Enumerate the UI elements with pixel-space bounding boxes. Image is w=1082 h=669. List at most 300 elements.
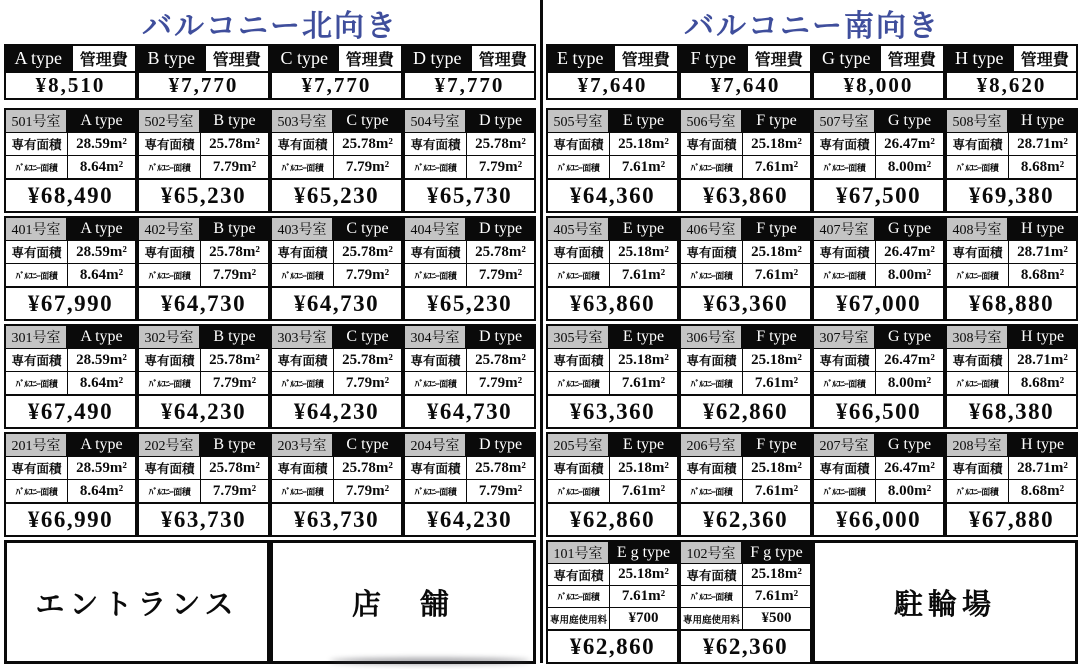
- area-label: 専有面積: [681, 457, 743, 479]
- ground-right-group: [546, 540, 1078, 664]
- unit-card-header: [548, 542, 677, 563]
- rent-price: ¥67,880: [947, 502, 1076, 535]
- unit-type: A type: [68, 110, 135, 132]
- balcony-area-value: 8.00m²: [887, 482, 932, 499]
- balcony-area-label: ﾊﾞﾙｺﾆｰ面積: [405, 480, 467, 502]
- unit-card: [546, 432, 679, 537]
- area-label: 専有面積: [681, 349, 743, 371]
- room-number: 301号室: [6, 326, 68, 348]
- entrance-cell: [4, 540, 270, 664]
- area-label: 専有面積: [139, 349, 201, 371]
- area-value: 28.71m²: [1017, 459, 1068, 476]
- type-header-top-row: [947, 46, 1076, 73]
- management-fee-value: ¥7,770: [301, 73, 372, 97]
- area-value: 25.18m²: [618, 243, 669, 260]
- unit-card: [945, 216, 1078, 321]
- garden-fee-label: 専用庭使用料: [681, 608, 743, 629]
- balcony-area-value: 7.61m²: [621, 158, 666, 175]
- room-number: 307号室: [814, 326, 876, 348]
- balcony-area-row: [6, 371, 135, 394]
- room-number: 305号室: [548, 326, 610, 348]
- unit-card: [270, 324, 403, 429]
- rent-price: ¥66,500: [814, 394, 943, 427]
- balcony-area-label: ﾊﾞﾙｺﾆｰ面積: [272, 372, 334, 394]
- management-fee-label: 管理費: [470, 46, 535, 71]
- south-type-headers: [546, 44, 1078, 100]
- unit-card-header: [272, 326, 401, 348]
- rent-price: ¥64,730: [272, 286, 401, 319]
- unit-card: [812, 432, 945, 537]
- exclusive-area-row: [681, 240, 810, 263]
- unit-type: F type: [743, 434, 810, 456]
- unit-card: [4, 216, 137, 321]
- rent-price: ¥64,360: [548, 178, 677, 211]
- balcony-area-value: 7.79m²: [478, 266, 523, 283]
- rent-price: ¥63,730: [139, 502, 268, 535]
- area-label: 専有面積: [947, 241, 1009, 263]
- room-number: 303号室: [272, 326, 334, 348]
- unit-type: C type: [334, 110, 401, 132]
- type-header-top-row: [272, 46, 401, 73]
- balcony-area-value: 7.79m²: [212, 374, 257, 391]
- unit-card: [546, 108, 679, 213]
- area-value: 25.78m²: [209, 243, 260, 260]
- unit-type: F type: [743, 218, 810, 240]
- area-label: 専有面積: [681, 133, 743, 155]
- exclusive-area-row: [6, 348, 135, 371]
- section-title-north: バルコニー北向き: [142, 10, 398, 43]
- section-title-south: バルコニー南向き: [684, 10, 940, 43]
- floor-south-group: [546, 108, 1078, 213]
- exclusive-area-row: [548, 240, 677, 263]
- area-label: 専有面積: [272, 133, 334, 155]
- room-number: 406号室: [681, 218, 743, 240]
- balcony-area-label: ﾊﾞﾙｺﾆｰ面積: [139, 372, 201, 394]
- balcony-area-row: [6, 263, 135, 286]
- unit-card: [137, 108, 270, 213]
- exclusive-area-row: [947, 240, 1076, 263]
- area-value: 25.78m²: [342, 459, 393, 476]
- balcony-area-row: [139, 479, 268, 502]
- balcony-area-row: [405, 479, 534, 502]
- unit-type: H type: [1009, 326, 1076, 348]
- unit-type-label: D type: [405, 46, 470, 71]
- area-value: 28.59m²: [76, 351, 127, 368]
- room-number: 302号室: [139, 326, 201, 348]
- room-number: 508号室: [947, 110, 1009, 132]
- unit-type: E type: [610, 326, 677, 348]
- management-fee-value: ¥7,770: [434, 73, 505, 97]
- unit-card-header: [272, 218, 401, 240]
- balcony-area-value: 7.79m²: [478, 158, 523, 175]
- area-value: 25.78m²: [342, 243, 393, 260]
- unit-card-header: [6, 218, 135, 240]
- exclusive-area-row: [272, 456, 401, 479]
- unit-type-label: H type: [947, 46, 1012, 71]
- area-label: 専有面積: [405, 241, 467, 263]
- exclusive-area-row: [814, 240, 943, 263]
- balcony-area-label: ﾊﾞﾙｺﾆｰ面積: [272, 156, 334, 178]
- room-number: 306号室: [681, 326, 743, 348]
- type-header-top-row: [139, 46, 268, 73]
- balcony-area-row: [405, 371, 534, 394]
- management-fee-label: 管理費: [879, 46, 944, 71]
- balcony-area-value: 7.79m²: [212, 266, 257, 283]
- room-number: 404号室: [405, 218, 467, 240]
- rent-price: ¥66,990: [6, 502, 135, 535]
- rent-price: ¥62,860: [548, 502, 677, 535]
- area-label: 専有面積: [814, 457, 876, 479]
- area-value: 25.18m²: [618, 459, 669, 476]
- unit-card-header: [6, 434, 135, 456]
- south-title-cell: [546, 2, 1078, 44]
- area-value: 25.78m²: [209, 351, 260, 368]
- type-header-card: [270, 44, 403, 100]
- exclusive-area-row: [814, 348, 943, 371]
- balcony-area-label: ﾊﾞﾙｺﾆｰ面積: [814, 480, 876, 502]
- unit-card-header: [814, 110, 943, 132]
- unit-type: E type: [610, 218, 677, 240]
- area-label: 専有面積: [947, 133, 1009, 155]
- room-number: 206号室: [681, 434, 743, 456]
- balcony-area-row: [6, 479, 135, 502]
- balcony-area-value: 8.68m²: [1020, 158, 1065, 175]
- unit-card: [679, 324, 812, 429]
- balcony-area-row: [272, 479, 401, 502]
- balcony-area-label: ﾊﾞﾙｺﾆｰ面積: [405, 372, 467, 394]
- rent-price: ¥66,000: [814, 502, 943, 535]
- unit-type: G type: [876, 110, 943, 132]
- exclusive-area-row: [6, 132, 135, 155]
- management-fee-label: 管理費: [613, 46, 678, 71]
- area-value: 26.47m²: [884, 243, 935, 260]
- balcony-area-label: ﾊﾞﾙｺﾆｰ面積: [681, 264, 743, 286]
- area-value: 26.47m²: [884, 351, 935, 368]
- balcony-area-value: 7.61m²: [754, 158, 799, 175]
- rent-price: ¥63,730: [272, 502, 401, 535]
- exclusive-area-row: [272, 240, 401, 263]
- balcony-area-label: ﾊﾞﾙｺﾆｰ面積: [548, 480, 610, 502]
- balcony-area-label: ﾊﾞﾙｺﾆｰ面積: [814, 156, 876, 178]
- area-label: 専有面積: [405, 349, 467, 371]
- unit-type: E g type: [610, 542, 677, 563]
- room-number: 503号室: [272, 110, 334, 132]
- balcony-area-label: ﾊﾞﾙｺﾆｰ面積: [272, 480, 334, 502]
- area-value: 28.71m²: [1017, 243, 1068, 260]
- exclusive-area-row: [947, 348, 1076, 371]
- unit-card-header: [681, 434, 810, 456]
- unit-type: B type: [201, 326, 268, 348]
- shop-cell: [270, 540, 536, 664]
- rent-price: ¥64,230: [272, 394, 401, 427]
- area-value: 25.18m²: [618, 566, 669, 582]
- unit-card-header: [947, 326, 1076, 348]
- type-header-card: [546, 44, 679, 100]
- area-label: 専有面積: [405, 457, 467, 479]
- area-label: 専有面積: [814, 241, 876, 263]
- balcony-area-label: ﾊﾞﾙｺﾆｰ面積: [681, 480, 743, 502]
- unit-card: [4, 432, 137, 537]
- rent-price: ¥64,230: [405, 502, 534, 535]
- exclusive-area-row: [405, 456, 534, 479]
- balcony-area-value: 7.61m²: [754, 266, 799, 283]
- room-number: 205号室: [548, 434, 610, 456]
- unit-card: [812, 216, 945, 321]
- unit-type-label: A type: [6, 46, 71, 71]
- unit-type: B type: [201, 110, 268, 132]
- unit-card: [945, 432, 1078, 537]
- rent-price: ¥62,860: [681, 394, 810, 427]
- area-label: 専有面積: [405, 133, 467, 155]
- unit-card-header: [6, 326, 135, 348]
- rent-price: ¥64,230: [139, 394, 268, 427]
- rent-price: ¥64,730: [405, 394, 534, 427]
- unit-type: B type: [201, 434, 268, 456]
- unit-type: A type: [68, 218, 135, 240]
- area-value: 25.78m²: [209, 459, 260, 476]
- area-value: 28.59m²: [76, 459, 127, 476]
- balcony-area-label: ﾊﾞﾙｺﾆｰ面積: [681, 156, 743, 178]
- balcony-area-row: [947, 479, 1076, 502]
- balcony-area-row: [6, 155, 135, 178]
- balcony-area-row: [814, 371, 943, 394]
- garden-fee-value: ¥500: [761, 610, 792, 626]
- unit-card-header: [947, 434, 1076, 456]
- type-header-card: [137, 44, 270, 100]
- exclusive-area-row: [681, 348, 810, 371]
- unit-type-label: C type: [272, 46, 337, 71]
- balcony-area-value: 7.79m²: [478, 482, 523, 499]
- area-value: 25.18m²: [618, 351, 669, 368]
- balcony-area-label: ﾊﾞﾙｺﾆｰ面積: [548, 372, 610, 394]
- exclusive-area-row: [139, 456, 268, 479]
- room-number: 405号室: [548, 218, 610, 240]
- balcony-area-value: 8.64m²: [79, 374, 124, 391]
- room-number: 507号室: [814, 110, 876, 132]
- floor-north-group: [4, 108, 536, 213]
- unit-card-header: [548, 326, 677, 348]
- exclusive-area-row: [405, 348, 534, 371]
- unit-card-header: [139, 110, 268, 132]
- unit-type-label: G type: [814, 46, 879, 71]
- unit-type: A type: [68, 434, 135, 456]
- exclusive-area-row: [681, 456, 810, 479]
- balcony-area-row: [681, 479, 810, 502]
- unit-card-header: [405, 218, 534, 240]
- area-label: 専有面積: [947, 457, 1009, 479]
- floor-north-group: [4, 216, 536, 321]
- area-label: 専有面積: [548, 564, 610, 585]
- balcony-area-value: 8.68m²: [1020, 482, 1065, 499]
- exclusive-area-row: [548, 132, 677, 155]
- balcony-area-row: [405, 155, 534, 178]
- area-value: 28.59m²: [76, 243, 127, 260]
- balcony-area-row: [548, 479, 677, 502]
- rent-price: ¥67,000: [814, 286, 943, 319]
- area-value: 28.71m²: [1017, 351, 1068, 368]
- balcony-area-value: 7.79m²: [212, 482, 257, 499]
- balcony-area-label: ﾊﾞﾙｺﾆｰ面積: [947, 372, 1009, 394]
- unit-card: [546, 540, 679, 664]
- rent-price: ¥62,360: [681, 502, 810, 535]
- balcony-area-value: 8.64m²: [79, 482, 124, 499]
- floor-south-group: [546, 216, 1078, 321]
- area-label: 専有面積: [139, 241, 201, 263]
- area-value: 26.47m²: [884, 459, 935, 476]
- management-fee-value: ¥7,640: [710, 73, 781, 97]
- shop-label: 店 舗: [351, 588, 454, 621]
- exclusive-area-row: [405, 240, 534, 263]
- room-number: 408号室: [947, 218, 1009, 240]
- room-number: 504号室: [405, 110, 467, 132]
- garden-fee-label: 専用庭使用料: [548, 608, 610, 629]
- exclusive-area-row: [681, 563, 810, 585]
- floor-south-group: [546, 324, 1078, 429]
- unit-type: C type: [334, 218, 401, 240]
- unit-card-header: [272, 434, 401, 456]
- room-number: 201号室: [6, 434, 68, 456]
- unit-type: F type: [743, 326, 810, 348]
- balcony-area-row: [681, 263, 810, 286]
- room-number: 208号室: [947, 434, 1009, 456]
- unit-type: G type: [876, 434, 943, 456]
- north-title-cell: [4, 2, 536, 44]
- exclusive-area-row: [139, 240, 268, 263]
- room-number: 207号室: [814, 434, 876, 456]
- exclusive-area-row: [139, 132, 268, 155]
- unit-card-header: [272, 110, 401, 132]
- room-number: 202号室: [139, 434, 201, 456]
- balcony-area-value: 7.61m²: [621, 482, 666, 499]
- unit-card: [4, 108, 137, 213]
- balcony-area-row: [814, 479, 943, 502]
- balcony-area-value: 7.79m²: [345, 482, 390, 499]
- area-label: 専有面積: [139, 133, 201, 155]
- rent-price: ¥63,860: [548, 286, 677, 319]
- scan-artifact: [330, 658, 530, 664]
- balcony-area-label: ﾊﾞﾙｺﾆｰ面積: [405, 156, 467, 178]
- area-value: 25.18m²: [618, 135, 669, 152]
- balcony-area-row: [947, 371, 1076, 394]
- area-value: 25.78m²: [342, 135, 393, 152]
- garden-fee-row: [548, 607, 677, 629]
- balcony-area-value: 7.61m²: [754, 374, 799, 391]
- area-label: 専有面積: [681, 564, 743, 585]
- unit-card-header: [139, 326, 268, 348]
- area-value: 25.18m²: [751, 566, 802, 582]
- exclusive-area-row: [947, 456, 1076, 479]
- room-number: 402号室: [139, 218, 201, 240]
- area-label: 専有面積: [6, 133, 68, 155]
- area-value: 28.59m²: [76, 135, 127, 152]
- area-label: 専有面積: [814, 133, 876, 155]
- area-label: 専有面積: [272, 241, 334, 263]
- area-label: 専有面積: [548, 133, 610, 155]
- unit-type: F g type: [743, 542, 810, 563]
- balcony-area-row: [681, 155, 810, 178]
- unit-card: [812, 108, 945, 213]
- exclusive-area-row: [6, 240, 135, 263]
- unit-card-header: [947, 110, 1076, 132]
- management-fee-value: ¥7,640: [577, 73, 648, 97]
- rent-price: ¥67,490: [6, 394, 135, 427]
- room-number: 204号室: [405, 434, 467, 456]
- unit-type: H type: [1009, 110, 1076, 132]
- unit-card-header: [681, 542, 810, 563]
- unit-card-header: [139, 434, 268, 456]
- unit-type: B type: [201, 218, 268, 240]
- rent-price: ¥67,500: [814, 178, 943, 211]
- rent-price: ¥63,360: [681, 286, 810, 319]
- type-header-card: [945, 44, 1078, 100]
- floor-south-group: [546, 432, 1078, 537]
- balcony-area-row: [139, 263, 268, 286]
- balcony-area-label: ﾊﾞﾙｺﾆｰ面積: [6, 480, 68, 502]
- unit-card: [403, 432, 536, 537]
- balcony-area-label: ﾊﾞﾙｺﾆｰ面積: [947, 156, 1009, 178]
- unit-card: [270, 432, 403, 537]
- area-value: 25.18m²: [751, 351, 802, 368]
- balcony-area-row: [139, 155, 268, 178]
- type-header-top-row: [405, 46, 534, 73]
- unit-card: [546, 216, 679, 321]
- unit-card: [137, 432, 270, 537]
- unit-card-header: [405, 434, 534, 456]
- balcony-area-value: 7.79m²: [345, 266, 390, 283]
- area-label: 専有面積: [139, 457, 201, 479]
- rent-price: ¥62,860: [548, 629, 677, 662]
- rent-price: ¥68,880: [947, 286, 1076, 319]
- unit-card-header: [681, 218, 810, 240]
- unit-card-header: [814, 326, 943, 348]
- area-label: 専有面積: [6, 349, 68, 371]
- unit-card-header: [6, 110, 135, 132]
- exclusive-area-row: [6, 456, 135, 479]
- exclusive-area-row: [947, 132, 1076, 155]
- balcony-area-value: 7.79m²: [345, 374, 390, 391]
- balcony-area-row: [814, 155, 943, 178]
- type-header-top-row: [681, 46, 810, 73]
- area-label: 専有面積: [272, 349, 334, 371]
- balcony-area-label: ﾊﾞﾙｺﾆｰ面積: [6, 372, 68, 394]
- unit-card: [679, 108, 812, 213]
- area-label: 専有面積: [548, 349, 610, 371]
- unit-card-header: [814, 218, 943, 240]
- type-header-card: [812, 44, 945, 100]
- area-label: 専有面積: [548, 241, 610, 263]
- balcony-area-value: 7.61m²: [621, 266, 666, 283]
- unit-type: G type: [876, 218, 943, 240]
- unit-type: C type: [334, 434, 401, 456]
- unit-type: D type: [467, 326, 534, 348]
- unit-type-label: F type: [681, 46, 746, 71]
- management-fee-value: ¥8,620: [976, 73, 1047, 97]
- section-divider: [540, 0, 543, 663]
- exclusive-area-row: [272, 348, 401, 371]
- balcony-area-row: [272, 155, 401, 178]
- unit-type: H type: [1009, 218, 1076, 240]
- unit-card-header: [139, 218, 268, 240]
- unit-card: [945, 324, 1078, 429]
- room-number: 502号室: [139, 110, 201, 132]
- area-label: 専有面積: [947, 349, 1009, 371]
- exclusive-area-row: [548, 348, 677, 371]
- rent-price: ¥65,230: [405, 286, 534, 319]
- room-number: 101号室: [548, 542, 610, 563]
- balcony-area-label: ﾊﾞﾙｺﾆｰ面積: [548, 156, 610, 178]
- balcony-area-label: ﾊﾞﾙｺﾆｰ面積: [681, 586, 743, 607]
- balcony-area-value: 8.64m²: [79, 266, 124, 283]
